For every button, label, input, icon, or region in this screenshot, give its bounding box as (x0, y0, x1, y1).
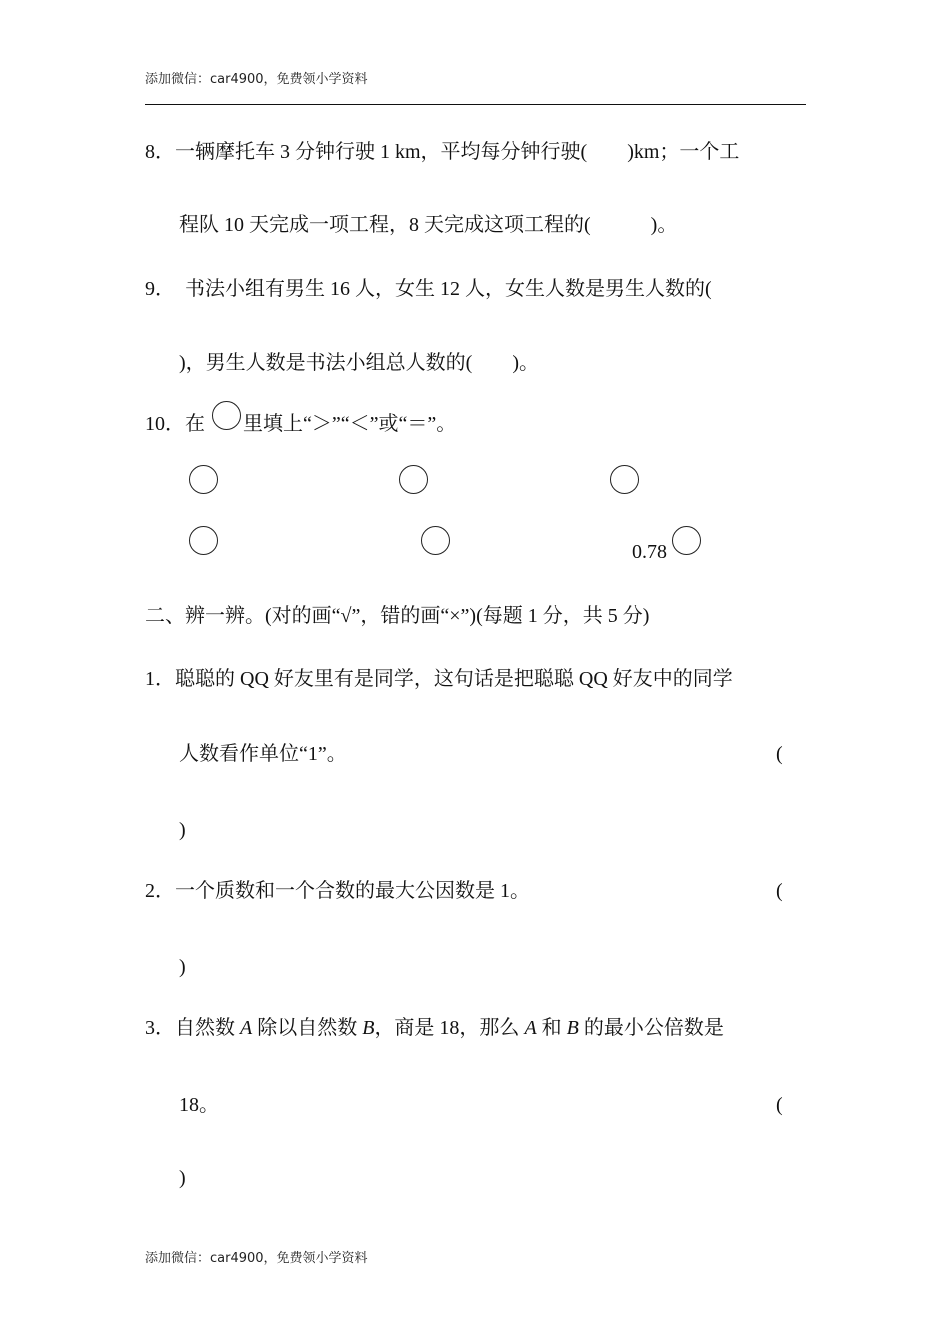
judge2-line1: 2．一个质数和一个合数的最大公因数是 1。 (145, 880, 530, 902)
q8-line2: 程队 10 天完成一项工程，8 天完成这项工程的( )。 (179, 214, 678, 236)
judge3-line2: 18。 (179, 1094, 219, 1116)
compare-circle-5[interactable] (421, 526, 450, 555)
header-note: 添加微信：car4900，免费领小学资料 (145, 72, 368, 87)
q8-line1: 8．一辆摩托车 3 分钟行驶 1 km，平均每分钟行驶( )km；一个工 (145, 141, 740, 163)
var-a2: A (524, 1017, 537, 1039)
judge1-line1: 1．聪聪的 QQ 好友里有是同学，这句话是把聪聪 QQ 好友中的同学 (145, 668, 733, 690)
compare-circle-3[interactable] (610, 465, 639, 494)
var-b2: B (566, 1017, 579, 1039)
footer-note: 添加微信：car4900，免费领小学资料 (145, 1251, 368, 1266)
judge1-line2: 人数看作单位“1”。 (179, 743, 347, 765)
compare-circle-4[interactable] (189, 526, 218, 555)
q9-line2: )，男生人数是书法小组总人数的( )。 (179, 352, 539, 374)
compare-circle-1[interactable] (189, 465, 218, 494)
var-a: A (240, 1017, 253, 1039)
judge1-paren-close: ) (179, 819, 186, 841)
judge2-paren-close: ) (179, 956, 186, 978)
judge3-paren-close: ) (179, 1167, 186, 1189)
compare-value: 0.78 (632, 541, 667, 563)
header-rule (145, 104, 806, 105)
var-b: B (362, 1017, 375, 1039)
judge1-paren-open[interactable]: ( (776, 743, 783, 765)
q10-suffix: 里填上“＞”“＜”或“＝”。 (243, 413, 457, 435)
judge3-line1: 3．自然数 A 除以自然数 B，商是 18，那么 A 和 B 的最小公倍数是 (145, 1017, 724, 1039)
q10-inline-circle (212, 401, 241, 430)
compare-circle-6[interactable] (672, 526, 701, 555)
q9-line1: 9． 书法小组有男生 16 人，女生 12 人，女生人数是男生人数的( (145, 278, 712, 300)
judge2-paren-open[interactable]: ( (776, 880, 783, 902)
judge3-paren-open[interactable]: ( (776, 1094, 783, 1116)
q10-prefix: 10．在 (145, 413, 205, 435)
compare-circle-2[interactable] (399, 465, 428, 494)
section2-title: 二、辨一辨。(对的画“√”，错的画“×”)(每题 1 分，共 5 分) (145, 605, 650, 627)
